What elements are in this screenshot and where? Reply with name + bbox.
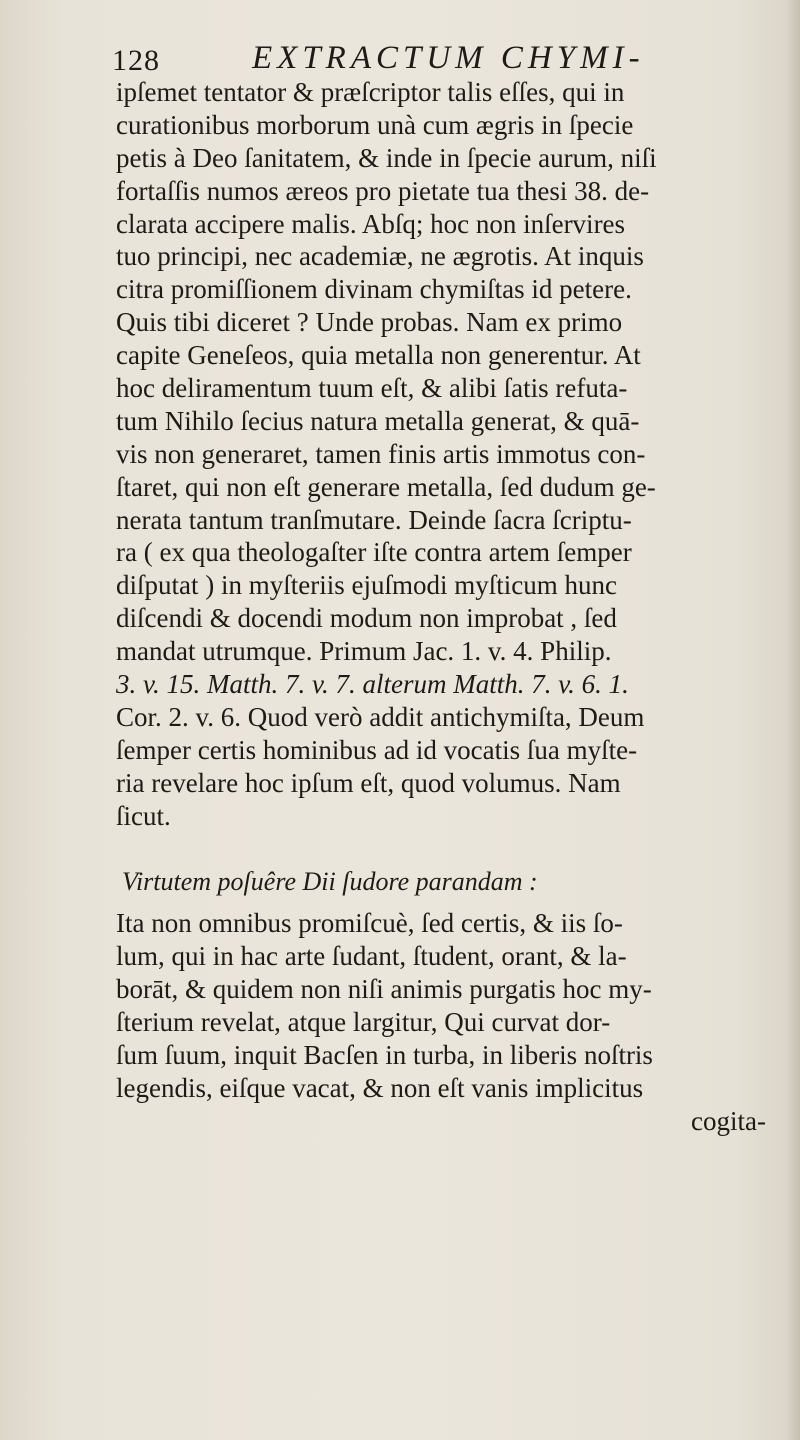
- text-line: vis non generaret, tamen finis artis immotus con-: [116, 438, 646, 469]
- catchword: cogita-: [691, 1105, 766, 1136]
- text-line: Quis tibi diceret ? Unde probas. Nam ex primo: [116, 307, 623, 338]
- text-line: mandat utrumque. Primum Jac. 1. v. 4. Philip.: [116, 636, 612, 667]
- spacer: [116, 899, 796, 907]
- text-line: legendis, eiſque vacat, & non eſt vanis implicitus: [116, 1072, 644, 1103]
- spacer: [116, 832, 796, 866]
- text-line: lum, qui in hac arte ſudant, ſtudent, orant, & la-: [116, 941, 627, 972]
- text-line: fortaſſis numos æreos pro pietate tua thesi 38. de-: [116, 175, 650, 206]
- text-line: nerata tantum tranſmutare. Deinde ſacra ſcriptu-: [116, 504, 632, 535]
- text-line: ra ( ex qua theologaſter iſte contra artem ſemper: [116, 537, 632, 568]
- text-line: ſterium revelat, atque largitur, Qui curvat dor-: [116, 1007, 611, 1038]
- text-line: curationibus morborum unà cum ægris in ſpecie: [116, 109, 634, 140]
- text-line: clarata accipere malis. Abſq; hoc non inſervires: [116, 208, 626, 239]
- text-line: ſicut.: [116, 800, 171, 831]
- text-line: tum Nihilo ſecius natura metalla generat, & quā-: [116, 405, 640, 436]
- text-line: diſcendi & docendi modum non improbat , ſed: [116, 603, 617, 634]
- text-line: hoc deliramentum tuum eſt, & alibi ſatis refuta-: [116, 373, 628, 404]
- text-line: capite Geneſeos, quia metalla non generentur. At: [116, 340, 641, 371]
- text-line: diſputat ) in myſteriis ejuſmodi myſticum hunc: [116, 570, 617, 601]
- text-line: borāt, & quidem non niſi animis purgatis hoc my-: [116, 974, 652, 1005]
- text-line: Cor. 2. v. 6. Quod verò addit antichymiſta, Deum: [116, 701, 645, 732]
- verse-quote: Virtutem poſuêre Dii ſudore parandam :: [122, 867, 538, 897]
- page-number: 128: [112, 44, 160, 77]
- text-line: tuo principi, nec academiæ, ne ægrotis. At inquis: [116, 241, 644, 272]
- text-line: 3. v. 15. Matth. 7. v. 7. alterum Matth. 7. v. 6. 1.: [116, 669, 629, 700]
- running-head: EXTRACTUM CHYMI-: [252, 40, 645, 76]
- body-text: [116, 76, 796, 1138]
- text-line: Ita non omnibus promiſcuè, ſed certis, & iis ſo-: [116, 908, 623, 939]
- text-line: citra promiſſionem divinam chymiſtas id petere.: [116, 274, 632, 305]
- text-line: ipſemet tentator & præſcriptor talis eſſes, qui in: [116, 77, 625, 107]
- text-line: ſemper certis hominibus ad id vocatis ſua myſte-: [116, 734, 638, 765]
- text-line: ria revelare hoc ipſum eſt, quod volumus. Nam: [116, 767, 621, 798]
- text-line: ſtaret, qui non eſt generare metalla, ſed dudum ge-: [116, 471, 656, 502]
- text-line: petis à Deo ſanitatem, & inde in ſpecie aurum, niſi: [116, 142, 657, 173]
- text-line: ſum ſuum, inquit Bacſen in turba, in liberis noſtris: [116, 1039, 653, 1070]
